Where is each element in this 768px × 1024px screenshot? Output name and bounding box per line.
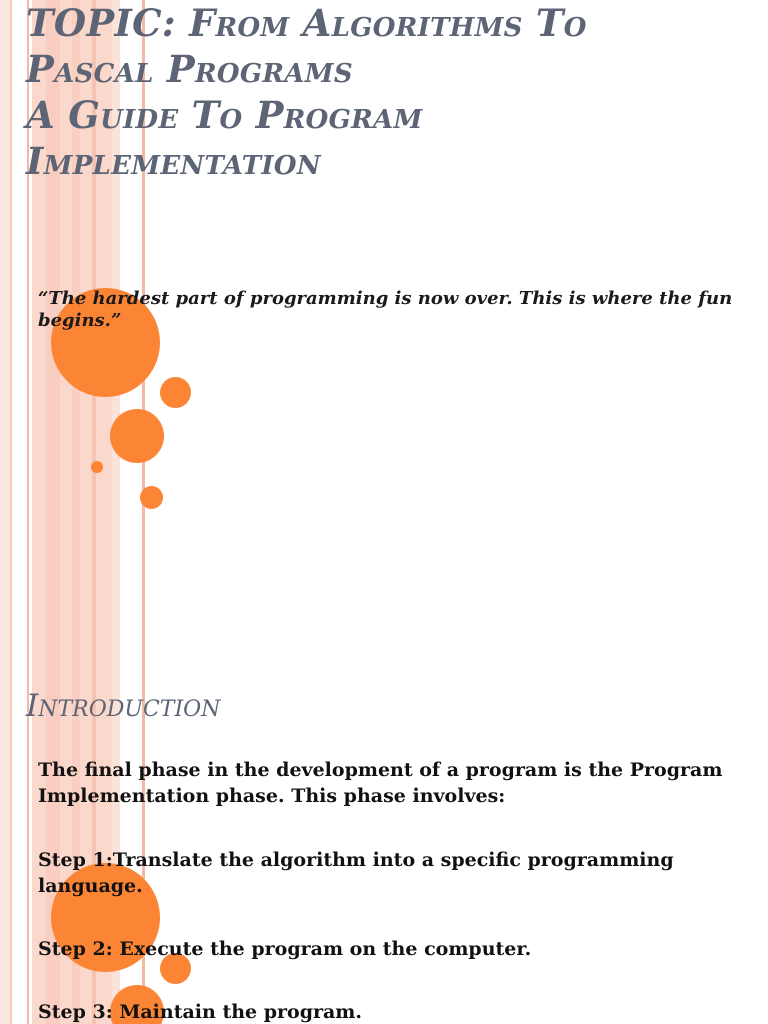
title-line: Pascal Programs [26,47,353,91]
step-3-text: Step 3: Maintain the program. [38,1001,363,1023]
title-line: A Guide To Program [26,93,423,137]
topic-title [26,0,756,184]
step-1-text: Step 1:Translate the algorithm into a specific programming language. [38,849,674,897]
decorative-stripe [10,0,12,1024]
title-line: Implementation [26,139,321,183]
title-line: TOPIC: From Algorithms To [26,1,587,45]
quote-text: “The hardest part of programming is now over. This is where the fun begins.” [38,288,733,331]
introduction-heading: Introduction [26,688,221,724]
decorative-circle [160,377,191,408]
intro-paragraph: The final phase in the development of a program is the Program Implementation phase. This phase involves: [38,759,723,807]
decorative-circle [140,486,163,509]
decorative-stripe [0,0,10,1024]
decorative-circle [110,409,164,463]
decorative-circle [91,461,103,473]
step-2-text: Step 2: Execute the program on the computer. [38,938,532,960]
